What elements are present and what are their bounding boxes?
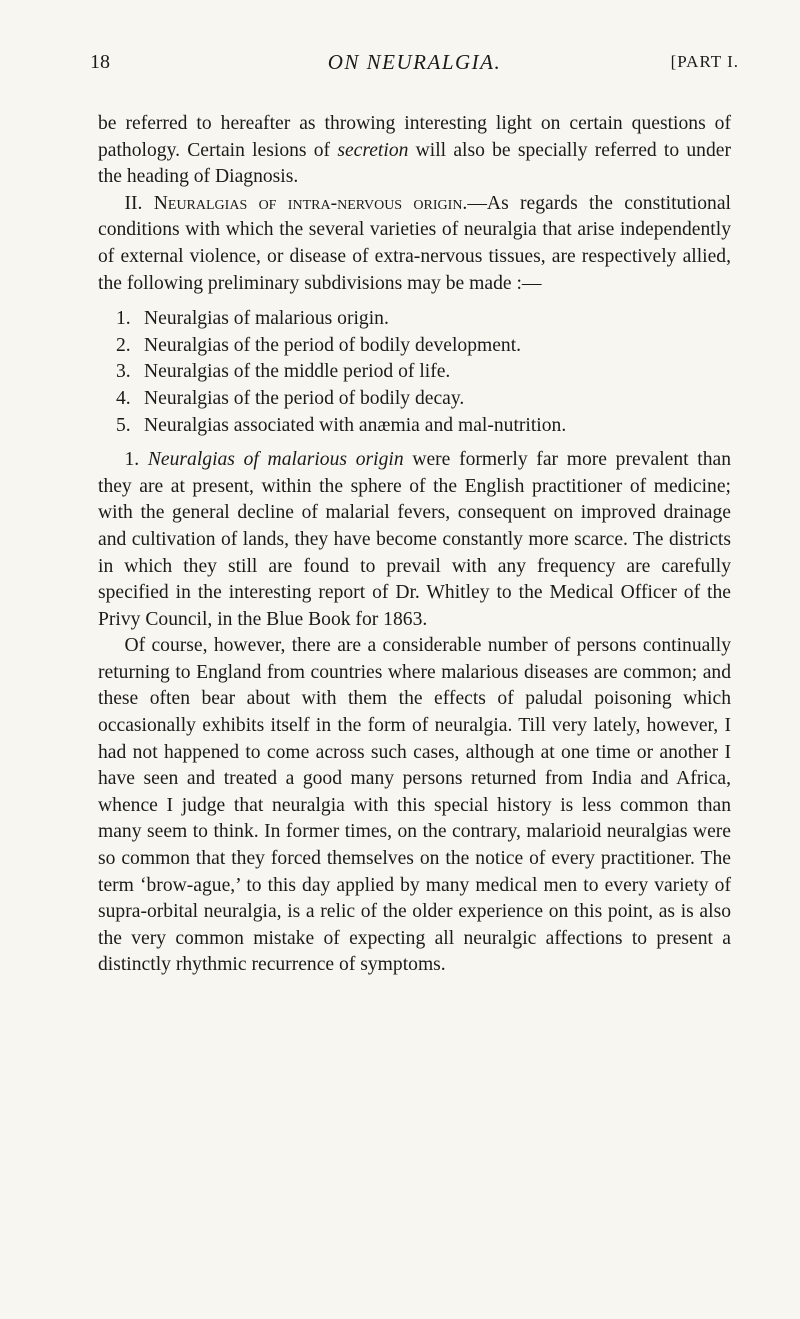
book-page — [90, 44, 739, 979]
course-paragraph: Of course, however, there are a considerable number of persons continually returning to England from countries where malarious diseases are common; and these often bear about with them the effects of paludal poisoning which occasionally exhibits itself in the form of neuralgia. Till very lately, however, I had not happened to come across such cases, although at one time or another I have seen and treated a good many persons returned from India and Africa, whence I judge that neuralgia with this special history is less common than many seem to think. In former times, on the contrary, malarioid neuralgias were so common that they forced themselves on the notice of every practitioner. The term ‘brow-ague,’ to this day applied by many medical men to every variety of supra-orbital neuralgia, is a relic of the older experience on this point, as is also the very common mistake of expecting all neuralgic affections to present a distinctly rhythmic recurrence of symptoms. — [98, 635, 731, 976]
subdivision-list — [98, 306, 731, 439]
section-ii-paragraph — [98, 191, 731, 297]
part-label: [PART I. — [670, 52, 739, 71]
section-heading: Neuralgias of intra-nervous origin. — [153, 192, 468, 214]
list-item: 4. Neuralgias of the period of bodily decay. — [116, 387, 465, 409]
body-text — [98, 111, 731, 979]
emphasis-secretion: secretion — [337, 139, 409, 161]
section-number: II. — [124, 192, 154, 214]
list-item: 3. Neuralgias of the middle period of life. — [116, 361, 451, 383]
paragraph-continued: be referred to hereafter as throwing interesting light on certain questions of pathology. Certain lesions of secretion will also be specially referred to under the heading of Diagnosis. — [98, 113, 731, 188]
running-title: ON NEURALGIA. — [327, 50, 502, 74]
list-item: 1. Neuralgias of malarious origin. — [116, 308, 389, 330]
page-number: 18 — [90, 51, 110, 73]
list-item: 2. Neuralgias of the period of bodily development. — [116, 334, 522, 356]
section-text: —As regards the constitutional conditions with which the several varieties of neuralgia that arise independently of external violence, or disease of extra-nervous tissues, are respectively allied, the following preliminary subdivisions may be made :— — [98, 192, 731, 294]
list-item: 5. Neuralgias associated with anæmia and mal-nutrition. — [116, 414, 567, 436]
malarious-paragraph: 1. Neuralgias of malarious origin were formerly far more prevalent than they are at present, within the sphere of the English practitioner of medicine; with the general decline of malarial fevers, consequent on improved drainage and cultivation of lands, they have become constantly more scarce. The districts in which they still are found to prevail with any frequency are carefully specified in the interesting report of Dr. Whitley to the Medical Officer of the Privy Council, in the Blue Book for 1863. — [98, 449, 732, 630]
running-head — [90, 44, 739, 80]
emphasis-malarious: Neuralgias of malarious origin — [147, 449, 404, 471]
